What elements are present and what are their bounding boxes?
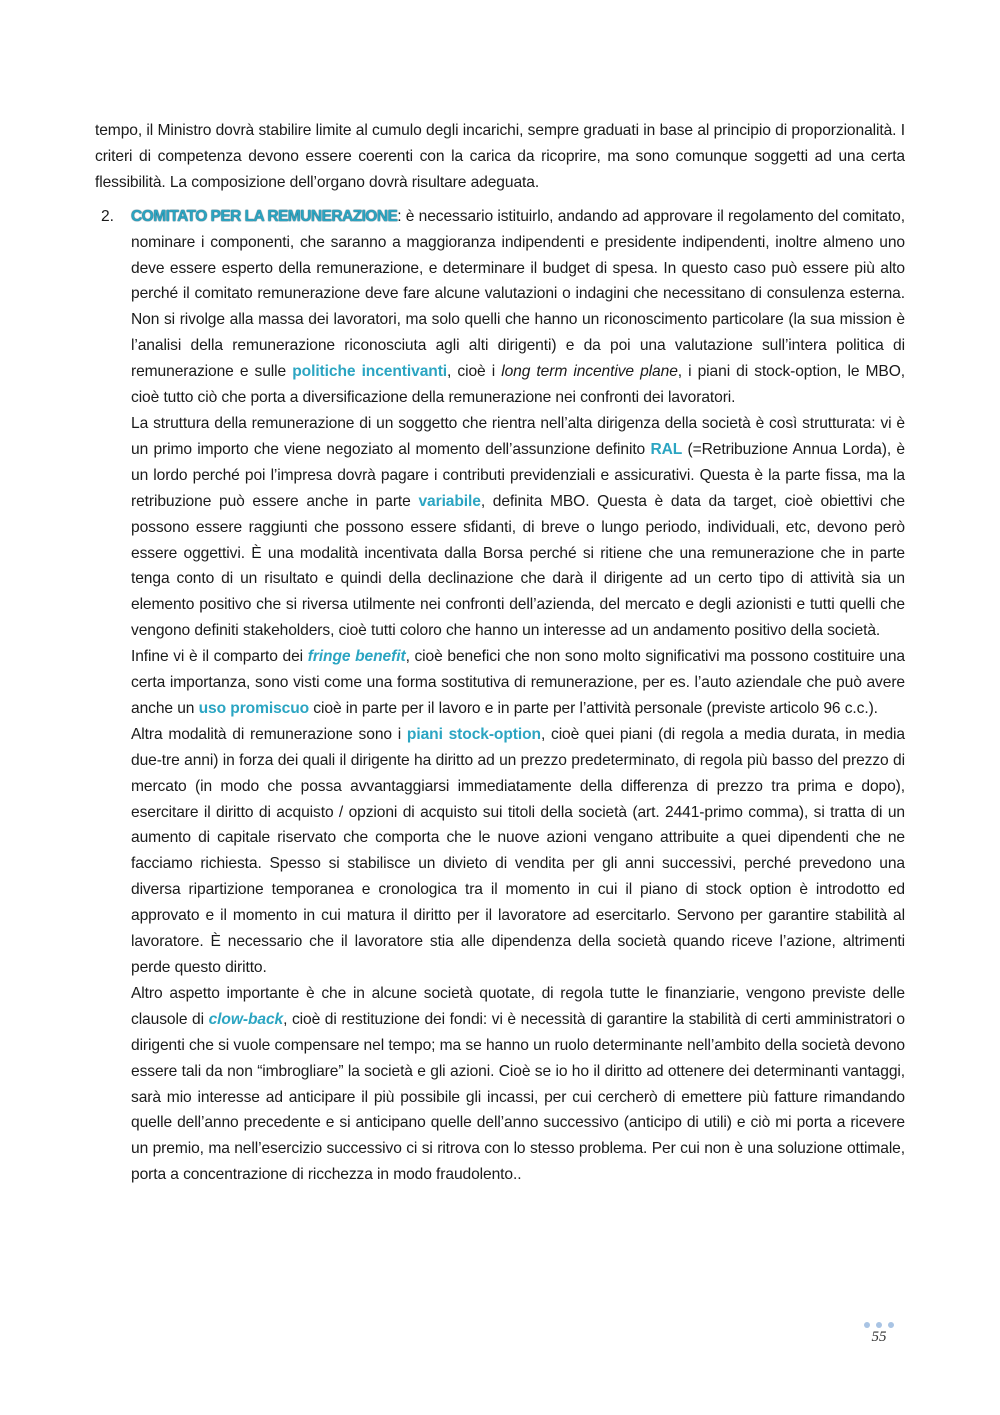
intro-paragraph: tempo, il Ministro dovrà stabilire limite al cumulo degli incarichi, sempre graduati in base al principio di proporzionalità. I criteri di competenza devono essere coerenti con la carica da ricoprire, ma sono comunque soggetti ad una certa flessibilità. La composizione dell’organo dovrà risultare adeguata. [95, 122, 905, 191]
text-run: , cioè i [447, 363, 502, 381]
text-run: , definita MBO. Questa è data da target, cioè obiettivi che possono essere raggiunti che possono essere sfidanti, di breve o lungo periodo, individuali, etc, devono però essere oggettivi. È una modalità incentivata dalla Borsa perché si ritiene che una remunerazione che in parte tenga conto di un risultato e quindi della declinazione che darà il dirigente ad un certo tipo di attività sia un elemento positivo che si riversa utilmente nei confronti dell’azienda, del mercato e degli azionisti e tutti quelli che vengono definiti stakeholders, cioè tutti coloro che hanno un interesse ad un andamento positivo della società. [131, 492, 906, 640]
text-run: , cioè benefici che non sono molto significativi ma possono costituire una certa importanza, sono visti come una forma sostitutiva di remunerazione, per es. l’auto aziendale che può avere anche un [131, 648, 905, 717]
dot [876, 1322, 882, 1328]
highlight-term: variabile [418, 492, 481, 510]
text-run: , cioè di restituzione dei fondi: vi è necessità di garantire la stabilità di certi amministratori o dirigenti che si vuole compensare nel tempo; ma se hanno un ruolo determinante nell’ambito della società devono essere tali da non “imbrogliare” la società e gli azioni. Cioè se io ho il diritto ad ottenere dei determinanti vantaggi, sarà mio interesse ad anticipare il più possibile gli incassi, per cui cercherò di emettere più fatture rimandando quelle dell’anno precedente e si anticipano quelle dell’anno successivo (anticipo di utili) e ciò mi porta a ricevere un premio, ma nell’esercizio successivo ci si ritrova con lo stesso problema. Per cui non è una soluzione ottimale, porta a concentrazione di ricchezza in modo fraudolento.. [131, 1010, 905, 1184]
dot [888, 1322, 894, 1328]
ellipsis-dots-icon [855, 1322, 903, 1328]
highlight-term: piani stock-option [406, 725, 541, 743]
paragraph-stock-option [131, 722, 905, 981]
page-footer [855, 1322, 903, 1346]
text-run: La struttura della remunerazione di un soggetto che rientra nell’alta dirigenza della società è così strutturata: vi è un primo importo che viene negoziato al momento dell’assunzione definito [131, 414, 905, 458]
text-run: , i piani di stock-option, le MBO, cioè tutto ciò che porta a diversificazione della remunerazione nei confronti dei lavoratori. [131, 363, 905, 407]
highlight-term: fringe benefit [307, 648, 406, 666]
text-run: , cioè quei piani (di regola a media durata, in media due-tre anni) in forza dei quali il dirigente ha diritto ad un prezzo predeterminato, di regola più basso del prezzo di mercato (in modo che possa avvantaggiarsi immediatamente della differenza di prezzo tra prima e dopo), esercitare il diritto di acquisto / opzioni di acquisto sui titoli della società (art. 2441-primo comma), si tratta di un aumento di capitale riservato che comporta che le nuove azioni vengano attribuite a quei dipendenti che ne facciamo richiesta. Spesso si stabilisce un divieto di vendita per gli anni successivi, perché prevedono una diversa ripartizione temporanea e cronologica tra il momento in cui il piano di stock option è introdotto ed approvato e il momento in cui matura il diritto per il lavoratore ad esercitarlo. Servono per garantire stabilità al lavoratore. È necessario che il lavoratore stia alle dipendenza della società quando riceve l’azione, altrimenti perde questo diritto. [131, 725, 905, 976]
paragraph-clawback [131, 981, 905, 1188]
highlight-term: uso promiscuo [198, 699, 310, 717]
text-run: Altra modalità di remunerazione sono i [131, 725, 407, 743]
paragraph-committee [131, 204, 905, 411]
text-run: (=Retribuzione Annua Lorda), è un lordo perché poi l’impresa dovrà pagare i contributi previdenziali e assicurativi. Questa è la parte fissa, ma la retribuzione può essere anche in parte [131, 440, 905, 510]
text-run: Altro aspetto importante è che in alcune società quotate, di regola tutte le finanziarie, vengono previste delle clausole di [131, 984, 905, 1028]
dot [864, 1322, 870, 1328]
italic-term: long term incentive plane [501, 363, 678, 381]
list-item [95, 204, 905, 1188]
text-run: Infine vi è il comparto dei [131, 648, 308, 666]
text-run: : è necessario istituirlo, andando ad approvare il regolamento del comitato, nominare i componenti, che saranno a maggioranza indipendenti e presidente indipendenti, inoltre almeno uno deve essere esperto della remunerazione, e determinare il budget di spesa. In questo caso può essere più alto perché il comitato remunerazione deve fare alcune valutazioni o indagini che necessitano di consulenza esterna. Non si rivolge alla massa dei lavoratori, ma solo quelli che hanno un riconoscimento particolare (la sua mission è l’analisi della remunerazione riconosciuta agli alti dirigenti) e da poi una valutazione sull’intera politica di remunerazione e sulle [131, 207, 905, 381]
highlight-term: politiche incentivanti [292, 363, 448, 381]
paragraph-structure [131, 411, 905, 644]
page-content [95, 118, 905, 1188]
page-number: 55 [871, 1329, 887, 1345]
list-item-body [131, 204, 905, 1188]
list-number: 2. [101, 207, 114, 225]
highlight-term: RAL [650, 440, 683, 458]
paragraph-fringe-benefit [131, 644, 905, 722]
highlight-term: clow-back [208, 1010, 284, 1028]
text-run: cioè in parte per il lavoro e in parte per l’attività personale (previste articolo 96 c.c.). [309, 699, 878, 717]
section-heading: COMITATO PER LA REMUNERAZIONE [131, 207, 398, 225]
